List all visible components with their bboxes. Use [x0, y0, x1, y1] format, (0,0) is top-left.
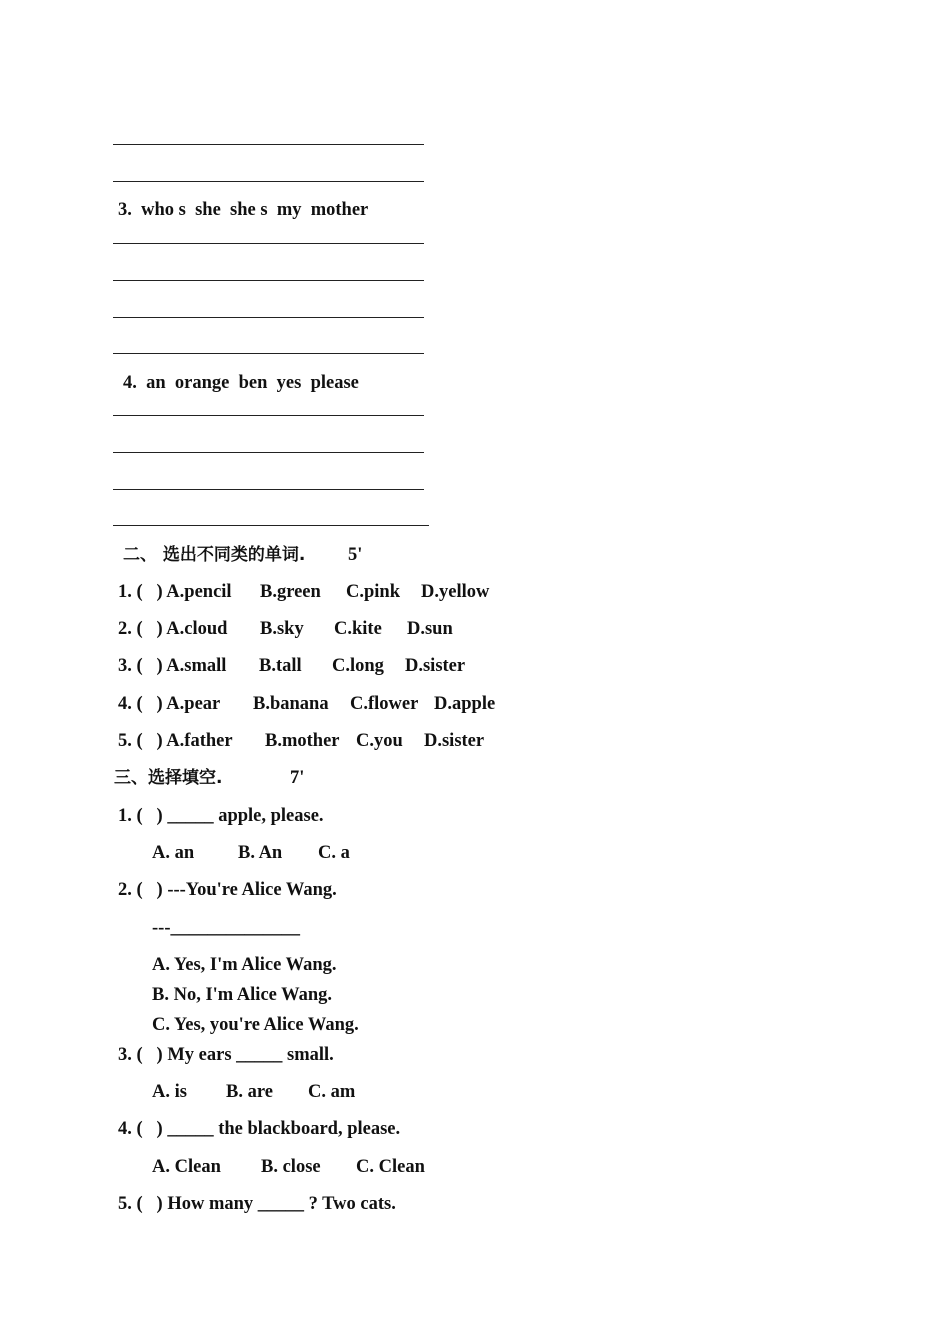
mc-question-2: 2. ( ) ---You're Alice Wang. — [118, 880, 337, 900]
mc-q2-option-b: B. No, I'm Alice Wang. — [152, 985, 333, 1005]
mc-q1-option-c: C. a — [318, 843, 350, 863]
answer-line — [113, 181, 424, 182]
section-2-heading: 二、 选出不同类的单词. — [123, 545, 306, 565]
odd-item-5-c: C.you — [356, 731, 403, 751]
answer-line — [113, 144, 424, 145]
answer-line — [113, 353, 424, 354]
reorder-question-3: 3. who s she she s my mother — [118, 200, 369, 220]
mc-q2-option-a: A. Yes, I'm Alice Wang. — [152, 955, 337, 975]
mc-q4-option-a: A. Clean — [152, 1157, 221, 1177]
mc-question-3: 3. ( ) My ears _____ small. — [118, 1045, 334, 1065]
answer-line — [113, 525, 429, 526]
odd-item-4-c: C.flower — [350, 694, 419, 714]
odd-item-3-b: B.tall — [259, 656, 302, 676]
odd-item-5-d: D.sister — [424, 731, 485, 751]
odd-item-2-a: 2. ( ) A.cloud — [118, 619, 228, 639]
odd-item-4-b: B.banana — [253, 694, 329, 714]
mc-q1-option-a: A. an — [152, 843, 195, 863]
mc-q2-blank: ---______________ — [152, 918, 300, 938]
odd-item-2-c: C.kite — [334, 619, 382, 639]
mc-question-4: 4. ( ) _____ the blackboard, please. — [118, 1119, 401, 1139]
odd-item-5-b: B.mother — [265, 731, 340, 751]
odd-item-1-d: D.yellow — [421, 582, 490, 602]
mc-q3-option-a: A. is — [152, 1082, 187, 1102]
mc-q1-option-b: B. An — [238, 843, 283, 863]
section-3-score: 7' — [290, 768, 305, 788]
odd-item-1-c: C.pink — [346, 582, 400, 602]
mc-q4-option-c: C. Clean — [356, 1157, 425, 1177]
odd-item-4-a: 4. ( ) A.pear — [118, 694, 221, 714]
mc-q4-option-b: B. close — [261, 1157, 321, 1177]
odd-item-3-a: 3. ( ) A.small — [118, 656, 227, 676]
odd-item-1-a: 1. ( ) A.pencil — [118, 582, 232, 602]
odd-item-2-b: B.sky — [260, 619, 304, 639]
section-3-heading: 三、选择填空. — [114, 768, 223, 788]
mc-q3-option-b: B. are — [226, 1082, 273, 1102]
odd-item-3-d: D.sister — [405, 656, 466, 676]
odd-item-5-a: 5. ( ) A.father — [118, 731, 233, 751]
answer-line — [113, 489, 424, 490]
answer-line — [113, 452, 424, 453]
answer-line — [113, 415, 424, 416]
odd-item-3-c: C.long — [332, 656, 384, 676]
section-2-score: 5' — [348, 545, 363, 565]
mc-question-1: 1. ( ) _____ apple, please. — [118, 806, 324, 826]
odd-item-2-d: D.sun — [407, 619, 453, 639]
answer-line — [113, 317, 424, 318]
mc-q3-option-c: C. am — [308, 1082, 356, 1102]
odd-item-1-b: B.green — [260, 582, 321, 602]
answer-line — [113, 280, 424, 281]
reorder-question-4: 4. an orange ben yes please — [123, 373, 359, 393]
mc-question-5: 5. ( ) How many _____ ? Two cats. — [118, 1194, 396, 1214]
odd-item-4-d: D.apple — [434, 694, 496, 714]
answer-line — [113, 243, 424, 244]
mc-q2-option-c: C. Yes, you're Alice Wang. — [152, 1015, 359, 1035]
